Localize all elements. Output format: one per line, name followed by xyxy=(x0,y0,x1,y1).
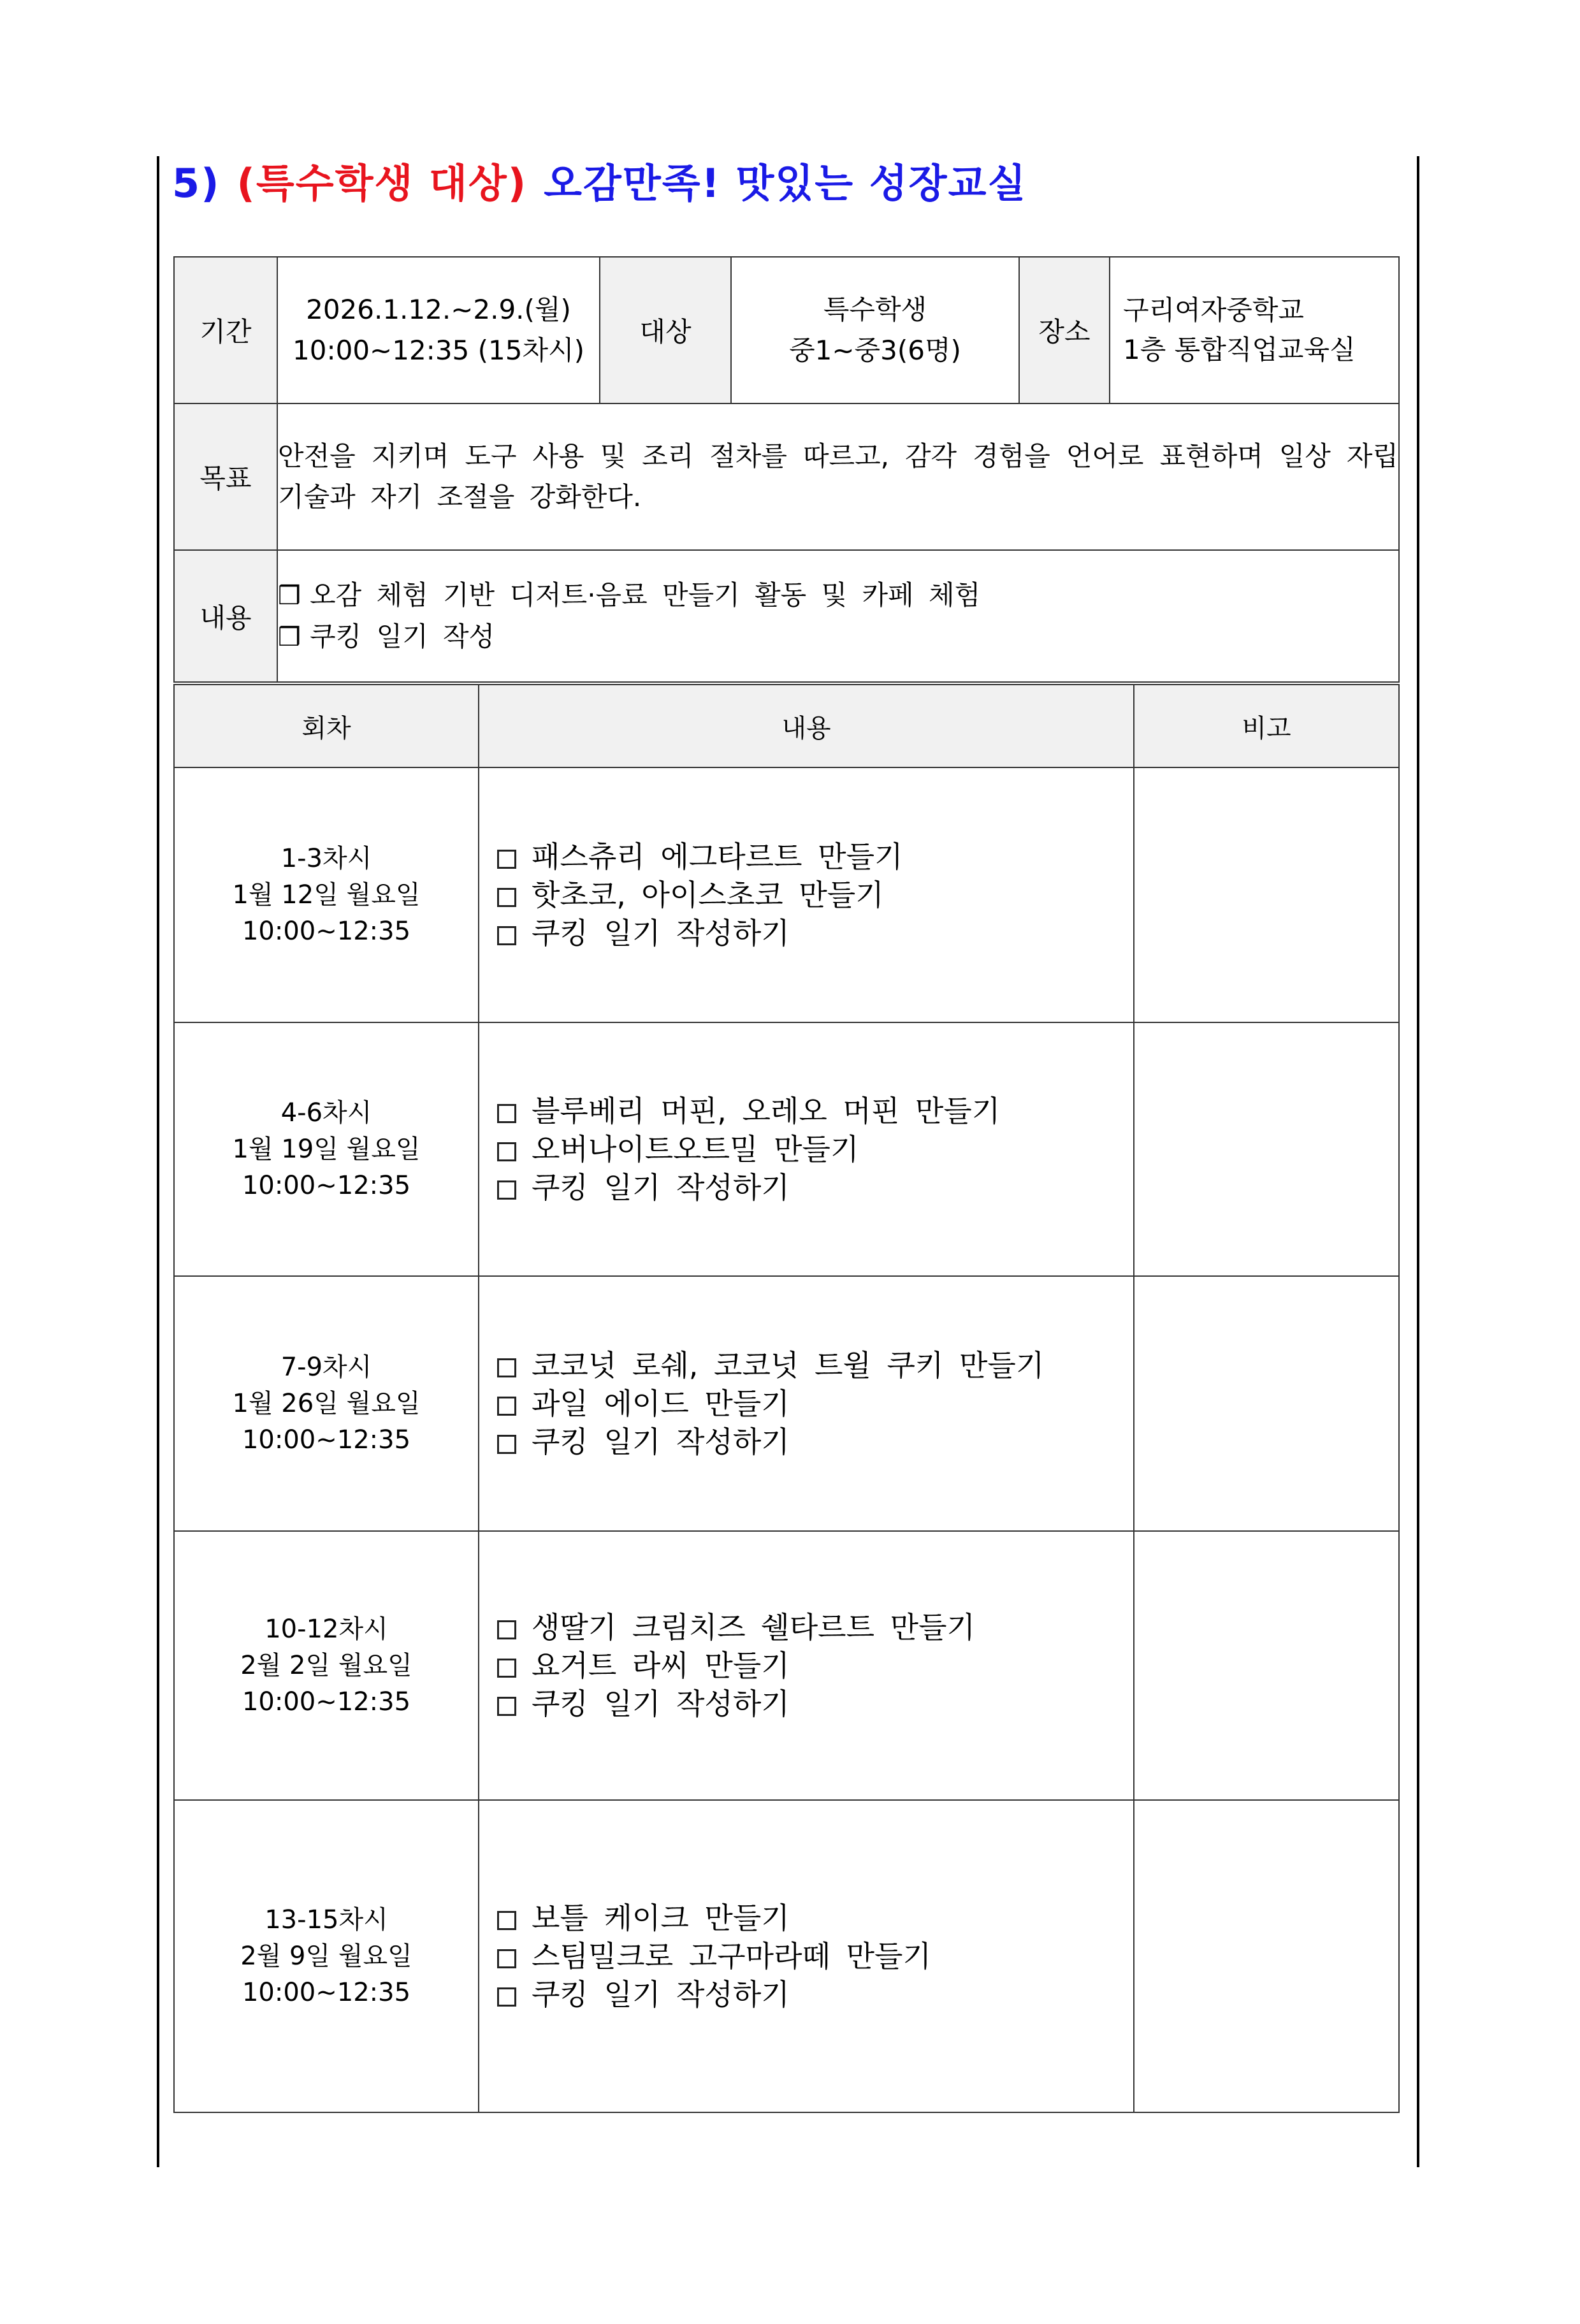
session-number: 10-12차시 xyxy=(265,1614,388,1644)
checkbox-icon xyxy=(497,1659,516,1678)
target-value xyxy=(731,257,1019,403)
content-item: ❒ 오감 체험 기반 디저트·음료 만들기 활동 및 카페 체험 xyxy=(278,575,1398,616)
checkbox-icon xyxy=(497,1697,516,1716)
checkbox-icon xyxy=(497,1104,516,1123)
activity-label: 스팀밀크로 고구마라떼 만들기 xyxy=(532,1939,931,1973)
activity-item xyxy=(479,1646,1133,1685)
checkbox-icon xyxy=(497,1987,516,2007)
section-title xyxy=(172,152,1027,208)
activity-label: 쿠킹 일기 작성하기 xyxy=(532,1977,790,2012)
schedule-header-row xyxy=(174,685,1399,767)
schedule-row xyxy=(174,1022,1399,1276)
session-time: 10:00~12:35 xyxy=(242,1170,411,1200)
schedule-row xyxy=(174,767,1399,1022)
session-cell xyxy=(174,1276,479,1531)
checkbox-icon xyxy=(497,1435,516,1454)
session-cell xyxy=(174,1022,479,1276)
activity-label: 보틀 케이크 만들기 xyxy=(532,1901,790,1935)
place-label: 장소 xyxy=(1019,257,1110,403)
activity-label: 생딸기 크림치즈 쉘타르트 만들기 xyxy=(532,1610,975,1645)
activity-label: 쿠킹 일기 작성하기 xyxy=(532,1170,790,1205)
checkbox-icon xyxy=(497,1620,516,1639)
checkbox-icon xyxy=(497,1911,516,1930)
session-cell xyxy=(174,1531,479,1800)
activity-item xyxy=(479,1168,1133,1207)
activity-item xyxy=(479,1384,1133,1423)
section-heading: 오감만족! 맛있는 성장교실 xyxy=(544,160,1027,207)
activity-item xyxy=(479,1346,1133,1384)
activity-label: 과일 에이드 만들기 xyxy=(532,1386,790,1421)
activity-label: 코코넛 로쉐, 코코넛 트윌 쿠키 만들기 xyxy=(532,1348,1045,1383)
activity-item xyxy=(479,1423,1133,1461)
session-date: 2월 2일 월요일 xyxy=(240,1650,412,1680)
checkbox-icon xyxy=(497,926,516,945)
note-cell xyxy=(1134,1276,1399,1531)
checkbox-icon xyxy=(497,1180,516,1200)
section-number: 5) xyxy=(172,160,221,207)
activity-item xyxy=(479,1975,1133,2014)
goal-label: 목표 xyxy=(174,403,277,550)
header-content: 내용 xyxy=(479,685,1134,767)
note-cell xyxy=(1134,1022,1399,1276)
content-label: 내용 xyxy=(174,550,277,682)
place-value xyxy=(1110,257,1399,403)
schedule-row xyxy=(174,1800,1399,2112)
place-school: 구리여자중학교 xyxy=(1123,294,1305,326)
session-time: 10:00~12:35 xyxy=(242,1687,411,1717)
place-room: 1층 통합직업교육실 xyxy=(1123,334,1356,365)
bullet-box-icon: ❒ xyxy=(278,622,301,652)
activity-item xyxy=(479,838,1133,876)
session-number: 13-15차시 xyxy=(265,1905,388,1935)
session-number: 7-9차시 xyxy=(280,1352,372,1382)
activity-label: 쿠킹 일기 작성하기 xyxy=(532,1687,790,1721)
activity-item xyxy=(479,1937,1133,1975)
session-number: 1-3차시 xyxy=(280,843,372,873)
page-frame-left xyxy=(157,156,159,2167)
activity-item xyxy=(479,876,1133,914)
note-cell xyxy=(1134,1531,1399,1800)
session-time: 10:00~12:35 xyxy=(242,1977,411,2007)
schedule-table xyxy=(173,684,1400,2113)
period-value xyxy=(277,257,600,403)
page-frame-right xyxy=(1417,156,1419,2167)
session-time: 10:00~12:35 xyxy=(242,1425,411,1455)
note-cell xyxy=(1134,1800,1399,2112)
session-date: 2월 9일 월요일 xyxy=(240,1941,412,1971)
target-label: 대상 xyxy=(600,257,731,403)
checkbox-icon xyxy=(497,1397,516,1416)
activity-item xyxy=(479,1130,1133,1168)
header-session: 회차 xyxy=(174,685,479,767)
activity-item xyxy=(479,1092,1133,1130)
target-grades: 중1~중3(6명) xyxy=(789,335,961,366)
period-time: 10:00~12:35 (15차시) xyxy=(293,335,584,366)
activity-item xyxy=(479,1608,1133,1646)
session-content-cell xyxy=(479,767,1134,1022)
session-cell xyxy=(174,1800,479,2112)
activity-label: 요거트 라씨 만들기 xyxy=(532,1648,790,1683)
checkbox-icon xyxy=(497,1142,516,1161)
checkbox-icon xyxy=(497,1358,516,1377)
session-time: 10:00~12:35 xyxy=(242,916,411,946)
activity-item xyxy=(479,1685,1133,1723)
target-group: 특수학생 xyxy=(823,294,927,325)
schedule-row xyxy=(174,1531,1399,1800)
session-date: 1월 26일 월요일 xyxy=(232,1388,421,1418)
activity-item xyxy=(479,914,1133,952)
goal-text: 안전을 지키며 도구 사용 및 조리 절차를 따르고, 감각 경험을 언어로 표현하며 일상 자립 기술과 자기 조절을 강화한다. xyxy=(277,403,1399,550)
bullet-box-icon: ❒ xyxy=(278,581,301,611)
checkbox-icon xyxy=(497,850,516,869)
program-info-table xyxy=(173,256,1400,683)
section-target: (특수학생 대상) xyxy=(236,160,528,207)
session-content-cell xyxy=(479,1800,1134,2112)
schedule-row xyxy=(174,1276,1399,1531)
content-summary xyxy=(277,550,1399,682)
period-dates: 2026.1.12.~2.9.(월) xyxy=(306,294,571,325)
checkbox-icon xyxy=(497,888,516,907)
activity-label: 패스츄리 에그타르트 만들기 xyxy=(532,839,903,874)
activity-label: 블루베리 머핀, 오레오 머핀 만들기 xyxy=(532,1094,1001,1128)
activity-label: 쿠킹 일기 작성하기 xyxy=(532,916,790,950)
activity-label: 핫초코, 아이스초코 만들기 xyxy=(532,878,884,912)
session-number: 4-6차시 xyxy=(280,1098,372,1128)
header-note: 비고 xyxy=(1134,685,1399,767)
note-cell xyxy=(1134,767,1399,1022)
session-content-cell xyxy=(479,1531,1134,1800)
activity-item xyxy=(479,1899,1133,1937)
content-item: ❒ 쿠킹 일기 작성 xyxy=(278,616,1398,658)
checkbox-icon xyxy=(497,1949,516,1968)
activity-label: 오버나이트오트밀 만들기 xyxy=(532,1132,859,1166)
activity-label: 쿠킹 일기 작성하기 xyxy=(532,1425,790,1459)
period-label: 기간 xyxy=(174,257,277,403)
session-date: 1월 19일 월요일 xyxy=(232,1134,421,1164)
session-content-cell xyxy=(479,1276,1134,1531)
session-date: 1월 12일 월요일 xyxy=(232,880,421,910)
session-content-cell xyxy=(479,1022,1134,1276)
session-cell xyxy=(174,767,479,1022)
